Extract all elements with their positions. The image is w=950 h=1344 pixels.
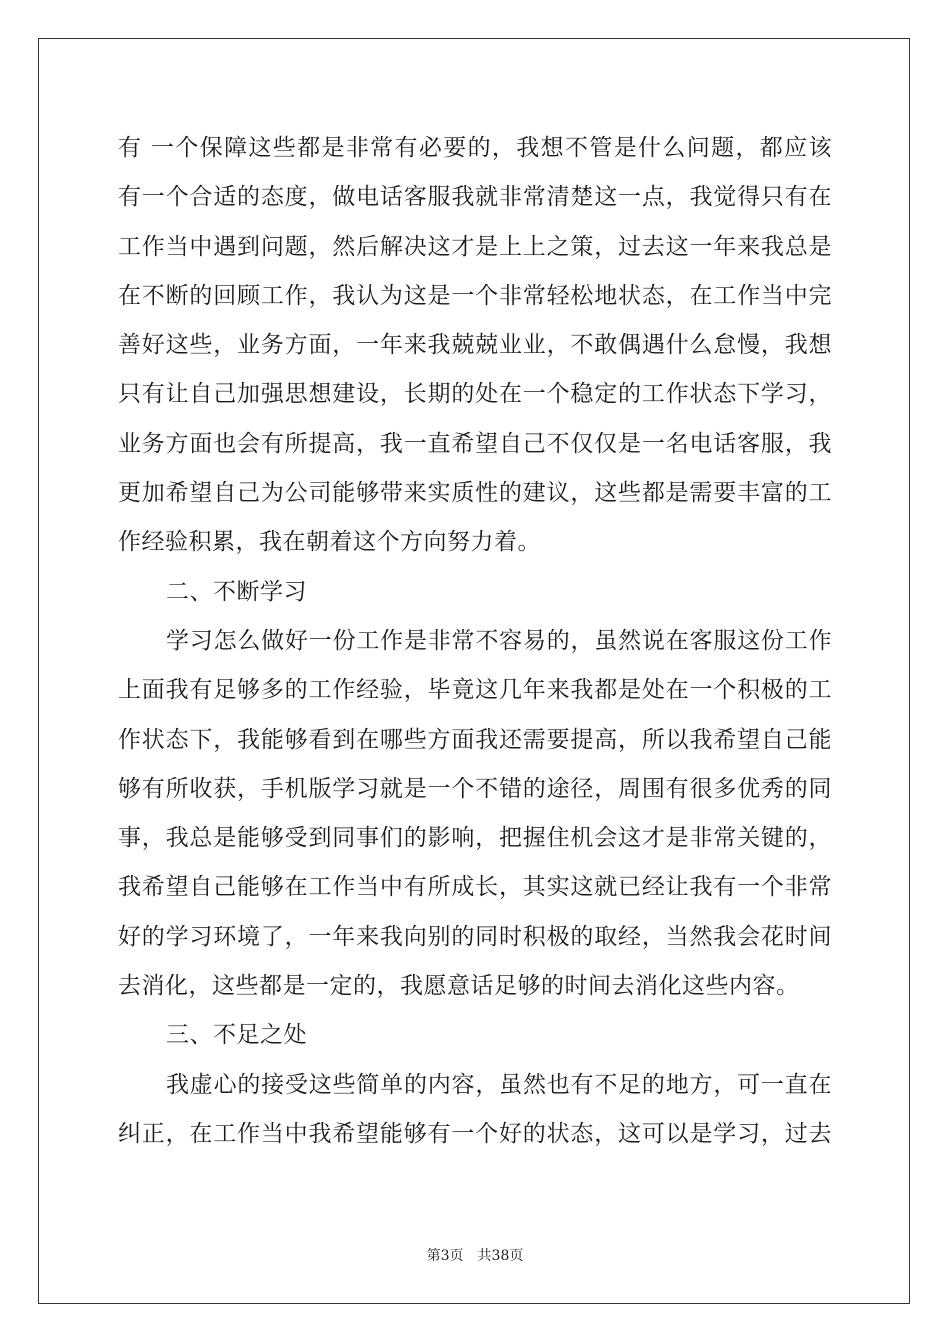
- text-line: 作经验积累，我在朝着这个方向努力着。: [118, 529, 541, 556]
- section-heading: 二、不断学习: [166, 578, 307, 605]
- text-line: 业务方面也会有所提高，我一直希望自己不仅仅是一名电话客服，我: [118, 430, 832, 457]
- section-heading: 三、不足之处: [166, 1022, 307, 1049]
- text-line: 我希望自己能够在工作当中有所成长，其实这就已经让我有一个非常: [118, 874, 832, 901]
- page-total: 共38页: [477, 1248, 524, 1264]
- text-line: 去消化，这些都是一定的，我愿意话足够的时间去消化这些内容。: [118, 973, 800, 1000]
- text-line: 学习怎么做好一份工作是非常不容易的，虽然说在客服这份工作: [166, 627, 832, 654]
- text-line: 我虚心的接受这些简单的内容，虽然也有不足的地方，可一直在: [166, 1071, 832, 1098]
- page-footer: [0, 1245, 950, 1265]
- text-line: 够有所收获，手机版学习就是一个不错的途径，周围有很多优秀的同: [118, 775, 832, 802]
- text-line: 好的学习环境了，一年来我向别的同时积极的取经，当然我会花时间: [118, 923, 832, 950]
- text-line: 只有让自己加强思想建设，长期的处在一个稳定的工作状态下学习，: [118, 381, 832, 408]
- text-line: 在不断的回顾工作，我认为这是一个非常轻松地状态，在工作当中完: [118, 282, 832, 309]
- text-line: 有 一个保障这些都是非常有必要的，我想不管是什么问题，都应该: [118, 135, 832, 161]
- text-line: 善好这些，业务方面，一年来我兢兢业业，不敢偶遇什么怠慢，我想: [118, 332, 832, 359]
- text-line: 纠正，在工作当中我希望能够有一个好的状态，这可以是学习，过去: [118, 1120, 832, 1147]
- page-number: 第3页: [426, 1248, 464, 1264]
- text-line: 更加希望自己为公司能够带来实质性的建议，这些都是需要丰富的工: [118, 480, 832, 507]
- text-line: 事，我总是能够受到同事们的影响，把握住机会这才是非常关键的，: [118, 825, 832, 852]
- text-line: 工作当中遇到问题，然后解决这才是上上之策，过去这一年来我总是: [118, 233, 832, 260]
- text-line: 作状态下，我能够看到在哪些方面我还需要提高，所以我希望自己能: [118, 726, 832, 753]
- document-body: [118, 126, 832, 1161]
- text-line: 上面我有足够多的工作经验，毕竟这几年来我都是处在一个积极的工: [118, 677, 832, 704]
- text-line: 有一个合适的态度，做电话客服我就非常清楚这一点，我觉得只有在: [118, 184, 832, 211]
